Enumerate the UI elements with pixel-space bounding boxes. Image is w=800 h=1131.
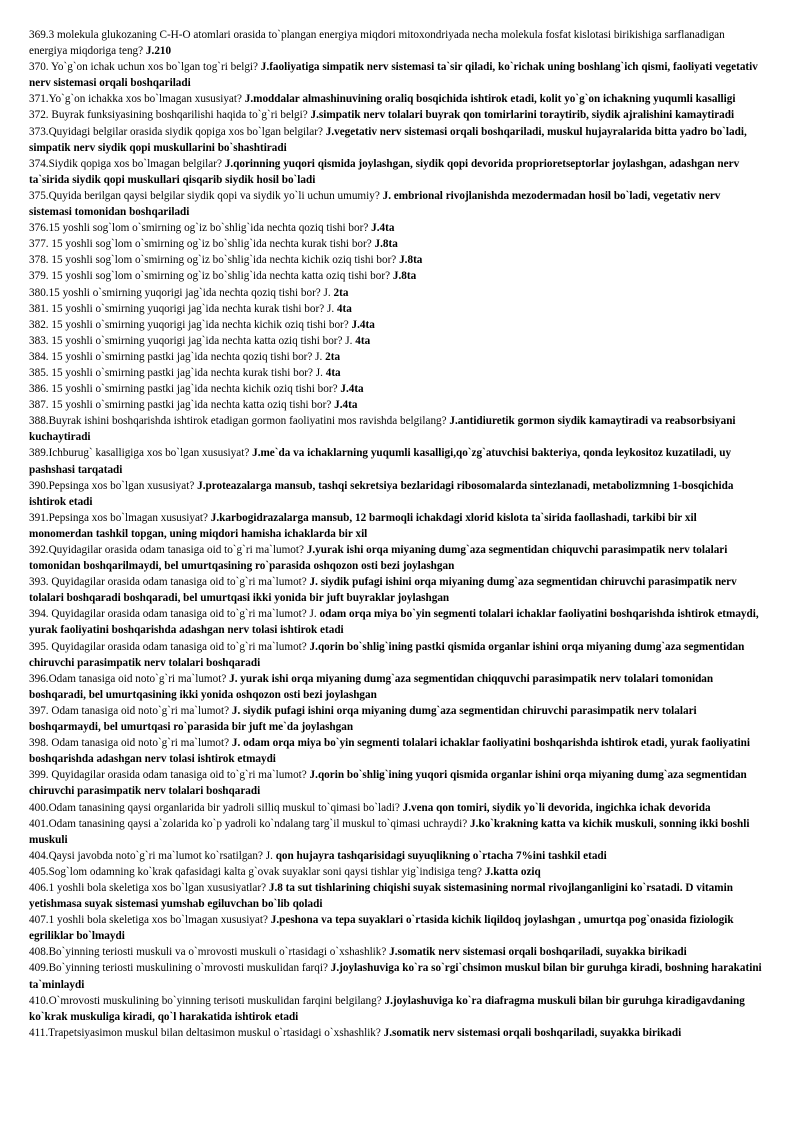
question-text: 395. Quyidagilar orasida odam tanasiga oid to`g`ri ma`lumot? [29,640,307,653]
answer-text: J.somatik nerv sistemasi orqali boshqariladi, suyakka birikadi [389,946,687,959]
answer-text: J.joylashuviga ko`ra so`rgi`chsimon muskul bilan bir guruhga kiradi, boshning harakatini ta`minlaydi [29,962,762,991]
question-text: 379. 15 yoshli sog`lom o`smirning og`iz bo`shlig`ida nechta katta oziq tishi bor? [29,270,391,283]
question-paragraph [29,349,762,365]
question-paragraph [29,606,762,638]
answer-text: J.antidiuretik gormon siydik kamaytiradi va reabsorbsiyani kuchaytiradi [29,415,736,444]
question-text: 407.1 yoshli bola skeletiga xos bo`lmagan xususiyat? [29,914,268,927]
question-paragraph [29,413,762,445]
answer-text: J. odam orqa miya bo`yin segmenti tolalari ichaklar faoliyatini boshqarishda ishtirok etadi, yurak faoliyatini boshqarishda adashgan nerv tolasi ishtirok etmaydi [29,737,750,766]
question-paragraph [29,542,762,574]
question-text: 404.Qaysi javobda noto`g`ri ma`lumot ko`rsatilgan? J. [29,849,273,862]
question-text: 377. 15 yoshli sog`lom o`smirning og`iz bo`shlig`ida nechta kurak tishi bor? [29,238,372,251]
question-paragraph [29,800,762,816]
question-text: 375.Quyida berilgan qaysi belgilar siydik qopi va siydik yo`li uchun umumiy? [29,189,380,202]
question-paragraph [29,252,762,268]
answer-text: odam orqa miya bo`yin segmenti tolalari ichaklar faoliyatini boshqarishda ishtirok etmaydi, yurak faoliyatini boshqarishda adashgan nerv tolasi ishtirok etadi [29,608,759,637]
answer-text: J. yurak ishi orqa miyaning dumg`aza segmentidan chiqquvchi parasimpatik nerv tolalari tomonidan boshqaradi, bel umurtqasining ikki yonida oshqozon osti bezi joylashgan [29,672,714,701]
question-paragraph [29,1025,762,1041]
question-paragraph [29,848,762,864]
question-text: 370. Yo`g`on ichak uchun xos bo`lgan tog`ri belgi? [29,61,258,74]
answer-text: J.4ta [371,222,395,235]
question-paragraph [29,574,762,606]
question-paragraph [29,188,762,220]
question-paragraph [29,107,762,123]
question-text: 394. Quyidagilar orasida odam tanasiga oid to`g`ri ma`lumot? J. [29,608,317,621]
answer-text: J.vegetativ nerv sistemasi orqali boshqariladi, muskul hujayralarida bitta yadro bo`ladi, simpatik nerv siydik qopi muskullarini bo`shashtiradi [29,125,747,154]
question-text: 390.Pepsinga xos bo`lgan xususiyat? [29,479,195,492]
question-text: 408.Bo`yinning teriosti muskuli va o`mrovosti muskuli o`rtasidagi o`xshashlik? [29,946,387,959]
question-text: 399. Quyidagilar orasida odam tanasiga oid to`g`ri ma`lumot? [29,769,307,782]
question-paragraph [29,671,762,703]
question-paragraph [29,735,762,767]
question-text: 381. 15 yoshli o`smirning yuqorigi jag`ida nechta kurak tishi bor? J. [29,302,335,315]
question-paragraph [29,445,762,477]
answer-text: J. siydik pufagi ishini orqa miyaning dumg`aza segmentidan chiruvchi parasimpatik nerv tolalari boshqarmaydi, bel umurtqasi ro`parasida bir juft me`da joylashgan [29,704,697,734]
question-text: 401.Odam tanasining qaysi a`zolarida ko`p yadroli ko`ndalang targ`il muskul to`qimasi uchraydi? [29,817,468,830]
answer-text: J.joylashuviga ko`ra diafragma muskuli bilan bir guruhga kiradigavdaning ko`krak muskuliga kiradi, qo`l harakatida ishtirok etadi [29,994,745,1023]
question-text: 400.Odam tanasining qaysi organlarida bir yadroli silliq muskul to`qimasi bo`ladi? [29,801,400,814]
question-text: 410.O`mrovosti muskulining bo`yinning terisoti muskulidan farqini belgilang? [29,994,382,1007]
question-text: 389.Ichburug` kasalligiga xos bo`lgan xususiyat? [29,447,250,460]
question-paragraph [29,960,762,992]
question-text: 374.Siydik qopiga xos bo`lmagan belgilar? [29,157,222,170]
question-paragraph [29,317,762,333]
question-text: 371.Yo`g`on ichakka xos bo`lmagan xususiyat? [29,93,242,106]
answer-text: J.vena qon tomiri, siydik yo`li devorida, ingichka ichak devorida [402,801,711,814]
answer-text: J.me`da va ichaklarning yuqumli kasalligi,qo`zg`atuvchisi bakteriya, qonda leykositoz kuzatiladi, uy pashshasi tarqatadi [29,447,732,476]
question-paragraph [29,268,762,284]
question-text: 376.15 yoshli sog`lom o`smirning og`iz bo`shlig`ida nechta qoziq tishi bor? [29,222,369,235]
answer-text: J.katta oziq [484,865,541,878]
answer-text: 2ta [333,286,349,299]
answer-text: qon hujayra tashqarisidagi suyuqlikning o`rtacha 7%ini tashkil etadi [275,849,607,862]
question-paragraph [29,333,762,349]
answer-text: J.210 [145,45,172,58]
answer-text: J.8ta [399,254,423,267]
question-text: 405.Sog`lom odamning ko`krak qafasidagi kalta g`ovak suyaklar soni qaysi tishlar yig`indisiga teng? [29,865,483,878]
question-text: 393. Quyidagilar orasida odam tanasiga oid to`g`ri ma`lumot? [29,576,307,589]
question-text: 387. 15 yoshli o`smirning pastki jag`ida nechta katta oziq tishi bor? [29,399,332,412]
question-text: 383. 15 yoshli o`smirning yuqorigi jag`ida nechta katta oziq tishi bor? J. [29,334,353,347]
question-text: 386. 15 yoshli o`smirning pastki jag`ida nechta kichik oziq tishi bor? [29,383,338,396]
question-text: 397. Odam tanasiga oid noto`g`ri ma`lumot? [29,704,230,717]
answer-text: J.qorin bo`shlig`ining pastki qismida organlar ishini orqa miyaning dumg`aza segmentidan chiruvchi parasimpatik nerv tolalari boshqaradi [29,640,745,669]
question-paragraph [29,993,762,1025]
question-text: 380.15 yoshli o`smirning yuqorigi jag`ida nechta qoziq tishi bor? J. [29,286,331,299]
answer-text: 2ta [325,350,341,363]
answer-text: 4ta [336,302,352,315]
question-text: 388.Buyrak ishini boshqarishda ishtirok etadigan gormon faoliyatini mos ravishda belgilang? [29,415,447,428]
answer-text: J.4ta [334,399,358,412]
answer-text: J. siydik pufagi ishini orqa miyaning dumg`aza segmentidan chiruvchi parasimpatik nerv tolalari boshqaradi boshqaradi, bel umurtqasi ikki yonida bir juft buyraklar joylashgan [29,576,737,605]
question-paragraph [29,944,762,960]
question-paragraph [29,397,762,413]
answer-text: J.yurak ishi orqa miyaning dumg`aza segmentidan chiquvchi parasimpatik nerv tolalari tomonidan boshqarilmaydi, bel umurtqasining ro`parasida oshqozon osti bezi joylashgan [29,544,728,573]
question-text: 373.Quyidagi belgilar orasida siydik qopiga xos bo`lgan belgilar? [29,125,323,138]
answer-text: J.karbogidrazalarga mansub, 12 barmoqli ichakdagi xlorid kislota ta`sirida faollashadi, tarkibi bir xil monomerdan tashkil topgan, uning miqdori hamisha ichaklarda bir xil [29,511,697,540]
question-paragraph [29,478,762,510]
question-text: 406.1 yoshli bola skeletiga xos bo`lgan xususiyatlar? [29,881,267,894]
question-paragraph [29,639,762,671]
question-paragraph [29,236,762,252]
question-paragraph [29,220,762,236]
question-text: 409.Bo`yinning teriosti muskulining o`mrovosti muskulidan farqi? [29,962,328,975]
question-text: 369.3 molekula glukozaning C-H-O atomlari orasida to`plangan energiya miqdori mitoxondriyada necha molekula fosfat kislotasi birikishiga sarflanadigan energiya miqdoriga teng? [29,29,725,58]
answer-text: J.8ta [392,270,417,283]
question-paragraph [29,864,762,880]
answer-text: J.peshona va tepa suyaklari o`rtasida kichik liqildoq joylashgan , umurtqa pog`onasida fiziologik egriliklar bo`lmaydi [29,914,734,943]
question-paragraph [29,703,762,735]
answer-text: J.qorin bo`shlig`ining yuqori qismida organlar ishini orqa miyaning dumg`aza segmentidan chiruvchi parasimpatik nerv tolalari boshqaradi [29,769,747,798]
question-paragraph [29,156,762,188]
question-paragraph [29,301,762,317]
answer-text: 4ta [325,366,341,379]
question-paragraph [29,767,762,799]
answer-text: J.8 ta sut tishlarining chiqishi suyak sistemasining normal rivojlanganligini ko`rsatadi. D vitamin yetishmasa suyak sistemasi yumshab egiluvchan bo`lib qoladi [29,881,733,911]
answer-text: J. embrional rivojlanishda mezodermadan hosil bo`ladi, vegetativ nerv sistemasi tomonidan boshqariladi [29,189,721,219]
question-paragraph [29,285,762,301]
question-text: 384. 15 yoshli o`smirning pastki jag`ida nechta qoziq tishi bor? J. [29,350,323,363]
question-text: 411.Trapetsiyasimon muskul bilan deltasimon muskul o`rtasidagi o`xshashlik? [29,1026,381,1039]
question-paragraph [29,365,762,381]
answer-text: J.8ta [374,238,398,251]
answer-text: J.qorinning yuqori qismida joylashgan, siydik qopi devorida proprioretseptorlar joylashgan, adashgan nerv ta`sirida siydik qopi muskullari qisqarib siydik hosil bo`ladi [29,157,740,186]
question-text: 398. Odam tanasiga oid noto`g`ri ma`lumot? [29,737,230,750]
question-paragraph [29,880,762,912]
answer-text: 4ta [355,334,371,347]
question-text: 392.Quyidagilar orasida odam tanasiga oid to`g`ri ma`lumot? [29,544,304,556]
answer-text: J.simpatik nerv tolalari buyrak qon tomirlarini toraytirib, siydik ajralishini kamaytiradi [310,109,735,122]
question-paragraph [29,510,762,542]
question-text: 382. 15 yoshli o`smirning yuqorigi jag`ida nechta kichik oziq tishi bor? [29,318,349,331]
question-text: 396.Odam tanasiga oid noto`g`ri ma`lumot? [29,672,227,685]
answer-text: J.faoliyatiga simpatik nerv sistemasi ta`sir qiladi, ko`richak uning boshlang`ich qismi, faoliyati vegetativ nerv sistemasi orqali boshqariladi [29,61,758,90]
answer-text: J.4ta [351,318,375,331]
answer-text: J.4ta [340,383,364,396]
question-paragraph [29,91,762,107]
question-text: 385. 15 yoshli o`smirning pastki jag`ida nechta kurak tishi bor? J. [29,366,323,379]
answer-text: J.moddalar almashinuvining oraliq bosqichida ishtirok etadi, kolit yo`g`on ichakning yuqumli kasalligi [244,93,736,106]
question-paragraph [29,59,762,91]
question-paragraph [29,912,762,944]
question-text: 372. Buyrak funksiyasining boshqarilishi haqida to`g`ri belgi? [29,109,308,122]
question-paragraph [29,816,762,848]
question-text: 391.Pepsinga xos bo`lmagan xususiyat? [29,511,208,524]
answer-text: J.somatik nerv sistemasi orqali boshqariladi, suyakka birikadi [383,1026,682,1039]
question-paragraph [29,381,762,397]
answer-text: J.proteazalarga mansub, tashqi sekretsiya bezlaridagi ribosomalarda sintezlanadi, metabolizmning 1-bosqichida ishtirok etadi [29,479,734,508]
question-paragraph [29,124,762,156]
question-text: 378. 15 yoshli sog`lom o`smirning og`iz bo`shlig`ida nechta kichik oziq tishi bor? [29,254,397,267]
question-paragraph [29,27,762,59]
answer-text: J.ko`krakning katta va kichik muskuli, sonning ikki boshli muskuli [29,817,750,846]
